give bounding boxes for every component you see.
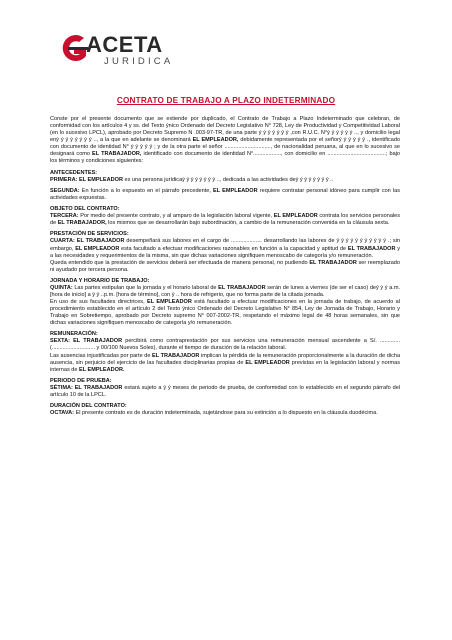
clause-sexta-p2: Las ausencias injustificadas por parte de EL TRABAJADOR implican la pérdida de la remuneración proporcionalmente a la duración de dicha ausencia, sin perjuicio del ejercicio de las facultades disciplinarias propias de EL EMPLEADOR previstas en la legislación laboral y normas internas de EL EMPLEADOR. bbox=[50, 352, 401, 373]
clause-cuarta-p2: Queda entendido que la prestación de servicios deberá ser efectuada de manera personal, no pudiendo EL TRABAJADOR ser reemplazado ni ayudado por tercera persona. bbox=[50, 259, 400, 273]
logo-wordmark: ACETA bbox=[86, 32, 163, 57]
gaceta-juridica-logo bbox=[58, 34, 188, 70]
section-heading-prestacion: PRESTACIÓN DE SERVICIOS: bbox=[50, 231, 129, 238]
g-logo-icon bbox=[58, 32, 88, 66]
clause-cuarta: CUARTA: EL TRABAJADOR desempeñará sus labores en el cargo de .................... desarrollando las labores de ý ý ý ý ý ý ý ý ý ý ý .; sin embargo, EL EMPLEADOR esta facultado a efectuar modificaciones razonables en función a la capacidad y aptitud de EL TRABAJADOR y a las necesidades y requerimientos de la misma, sin que dichas variaciones signifiquen menoscabo de categoría y/o remuneración. bbox=[50, 238, 401, 259]
clause-octava: OCTAVA: El presente contrato es de duración indeterminada, sujetándose para su extinción a lo dispuesto en la cláusula duodécima. bbox=[50, 410, 378, 417]
section-heading-jornada: JORNADA Y HORARIO DE TRABAJO: bbox=[50, 277, 150, 284]
section-heading-duracion: DURACIÓN DEL CONTRATO: bbox=[50, 403, 127, 410]
clause-sexta: SEXTA: EL TRABAJADOR percibirá como contraprestación por sus servicios una remuneración mensual ascendente a S/. ............. (............................ y 00/100 Nuevos Soles), durante el tiempo de duración de la relación laboral. bbox=[50, 338, 400, 352]
document-body bbox=[50, 116, 400, 421]
section-heading-periodo: PERIODO DE PRUEBA: bbox=[50, 377, 112, 384]
section-heading-objeto: OBJETO DEL CONTRATO: bbox=[50, 206, 120, 213]
intro-paragraph: Conste por el presente documento que se extiende por duplicado, el Contrato de Trabajo a Plazo Indeterminado que celebran, de conformidad con los artículos 4 y ss. del Texto ýnico Ordenado del Decreto Legislativo N° 728, Ley de Productividad y Competitividad Laboral (en lo sucesivo LPCL), aprobado por Decreto Supremo N .003-97-TR, de una parte ý ý ý ý ý ý ý ,con R.U.C. N°ý ý ý ý ý ý .., y domicilio legal ený ý ý ý ý ý ý ý .., a la que en adelante se denominará EL EMPLEADOR, debidamente representada por el señorý ý ý ý ý ý ., identificado con documento de identidad N° ý ý ý ý ý ; y de la otra parte el señor .............................., de nacionalidad peruana, al que en lo sucesivo se designará como EL TRABAJADOR, identificado con documento de identidad N°.................., con domicilio en ......................................; bajo los términos y condiciones siguientes: bbox=[50, 116, 400, 165]
section-heading-antecedentes: ANTECEDENTES: bbox=[50, 169, 98, 176]
clause-primera: PRIMERA: EL EMPLEADOR es una persona jurídicaý ý ý ý ý ý ý ý .., dedicada a las actividades deý ý ý ý ý ý ý ý .. bbox=[50, 176, 334, 183]
section-heading-remuneracion: REMUNERACIÓN: bbox=[50, 331, 98, 338]
clause-tercera: TERCERA: Por medio del presente contrato, y al amparo de la legislación laboral vigente, EL EMPLEADOR contrata los servicios personales de EL TRABAJADOR, los mismos que se desarrollarán bajo subordinación, a cambio de la remuneración convenida en la cláusula sexta. bbox=[50, 213, 401, 227]
clause-quinta-p2: En uso de sus facultades directrices, EL EMPLEADOR está facultado a efectuar modificaciones en la jornada de trabajo, de acuerdo al procedimiento establecido en el artículo 2 del Texto ýnico Ordenado del Decreto Legislativo N° 854, Ley de Jornada de Trabajo, Horario y Trabajo en Sobretiempo, aprobado por Decreto supremo N° 007-2002-TR, respetando el máximo legal de 48 horas semanales, sin que dichas variaciones signifiquen menoscabo de categoría y/o remuneración. bbox=[50, 299, 400, 327]
clause-segunda: SEGUNDA: En función a lo expuesto en el párrafo precedente, EL EMPLEADOR requiere contratar personal idóneo para cumplir con las actividades expuestas. bbox=[50, 187, 401, 201]
logo-subtitle: JURIDICA bbox=[104, 56, 174, 67]
document-title: CONTRATO DE TRABAJO A PLAZO INDETERMINADO bbox=[116, 96, 336, 105]
clause-quinta: QUINTA: Las partes estipulan que la jornada y el horario laboral de EL TRABAJADOR serán de lunes a viernes (de ser el caso) deý ý ý a.m. [hora de inicio] a ý ý ..p.m. [hora de término], con ý .. hora de refrigerio, que no forma parte de la citada jornada. bbox=[50, 284, 400, 298]
clause-setima: SÉTIMA: EL TRABAJADOR estará sujeto a ý ý meses de periodo de prueba, de conformidad con lo establecido en el segundo párrafo del artículo 10 de la LPCL. bbox=[50, 384, 401, 398]
